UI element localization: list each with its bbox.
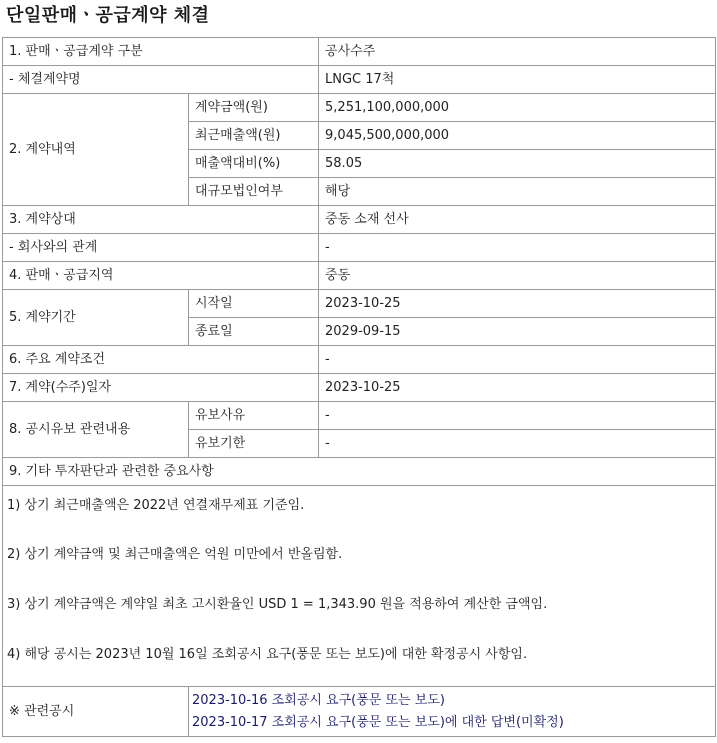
contract-name-value: LNGC 17척 [319, 66, 716, 94]
other-matters-label: 9. 기타 투자판단과 관련한 중요사항 [3, 458, 716, 486]
page-title: 단일판매ㆍ공급계약 체결 [6, 5, 210, 26]
disclosure-table [2, 37, 716, 737]
large-corp-label: 대규모법인여부 [189, 178, 319, 206]
row-order-date [3, 374, 716, 402]
order-date-value: 2023-10-25 [319, 374, 716, 402]
counterparty-label: 3. 계약상대 [3, 206, 319, 234]
row-other-notes [3, 486, 716, 687]
contract-amount-value: 5,251,100,000,000 [319, 94, 716, 122]
large-corp-value: 해당 [319, 178, 716, 206]
row-contract-amount [3, 94, 716, 122]
counterparty-value: 중동 소재 선사 [319, 206, 716, 234]
deferral-label: 8. 공시유보 관련내용 [3, 402, 189, 458]
region-value: 중동 [319, 262, 716, 290]
related-disclosure-link-2[interactable]: 2023-10-17 조회공시 요구(풍문 또는 보도)에 대한 답변(미확정) [192, 714, 564, 730]
row-counterparty [3, 206, 716, 234]
row-contract-category [3, 38, 716, 66]
note-3: 3) 상기 계약금액은 계약일 최초 고시환율인 USD 1 = 1,343.90 원을 적용하여 계산한 금액임. [7, 597, 548, 612]
end-date-label: 종료일 [189, 318, 319, 346]
row-related-disclosures [3, 687, 716, 737]
related-disclosures-label: ※ 관련공시 [3, 687, 189, 737]
end-date-value: 2029-09-15 [319, 318, 716, 346]
note-2: 2) 상기 계약금액 및 최근매출액은 억원 미만에서 반올림함. [7, 547, 343, 562]
order-date-label: 7. 계약(수주)일자 [3, 374, 319, 402]
row-period-start [3, 290, 716, 318]
row-conditions [3, 346, 716, 374]
contract-details-label: 2. 계약내역 [3, 94, 189, 206]
deferral-reason-label: 유보사유 [189, 402, 319, 430]
deferral-reason-value: - [319, 402, 716, 430]
row-relationship [3, 234, 716, 262]
sales-ratio-label: 매출액대비(%) [189, 150, 319, 178]
relationship-label: - 회사와의 관계 [3, 234, 319, 262]
contract-period-label: 5. 계약기간 [3, 290, 189, 346]
contract-amount-label: 계약금액(원) [189, 94, 319, 122]
contract-name-label: - 체결계약명 [3, 66, 319, 94]
related-disclosures-list [189, 687, 716, 737]
recent-sales-value: 9,045,500,000,000 [319, 122, 716, 150]
contract-category-label: 1. 판매ㆍ공급계약 구분 [3, 38, 319, 66]
row-deferral-reason [3, 402, 716, 430]
related-disclosure-link-1[interactable]: 2023-10-16 조회공시 요구(풍문 또는 보도) [192, 692, 445, 708]
start-date-label: 시작일 [189, 290, 319, 318]
other-matters-notes [3, 486, 716, 687]
row-contract-name [3, 66, 716, 94]
region-label: 4. 판매ㆍ공급지역 [3, 262, 319, 290]
deferral-deadline-label: 유보기한 [189, 430, 319, 458]
row-region [3, 262, 716, 290]
start-date-value: 2023-10-25 [319, 290, 716, 318]
deferral-deadline-value: - [319, 430, 716, 458]
contract-category-value: 공사수주 [319, 38, 716, 66]
note-4: 4) 해당 공시는 2023년 10월 16일 조회공시 요구(풍문 또는 보도)에 대한 확정공시 사항임. [7, 647, 528, 662]
sales-ratio-value: 58.05 [319, 150, 716, 178]
note-1: 1) 상기 최근매출액은 2022년 연결재무제표 기준임. [7, 498, 305, 513]
row-other-heading [3, 458, 716, 486]
conditions-label: 6. 주요 계약조건 [3, 346, 319, 374]
relationship-value: - [319, 234, 716, 262]
conditions-value: - [319, 346, 716, 374]
recent-sales-label: 최근매출액(원) [189, 122, 319, 150]
